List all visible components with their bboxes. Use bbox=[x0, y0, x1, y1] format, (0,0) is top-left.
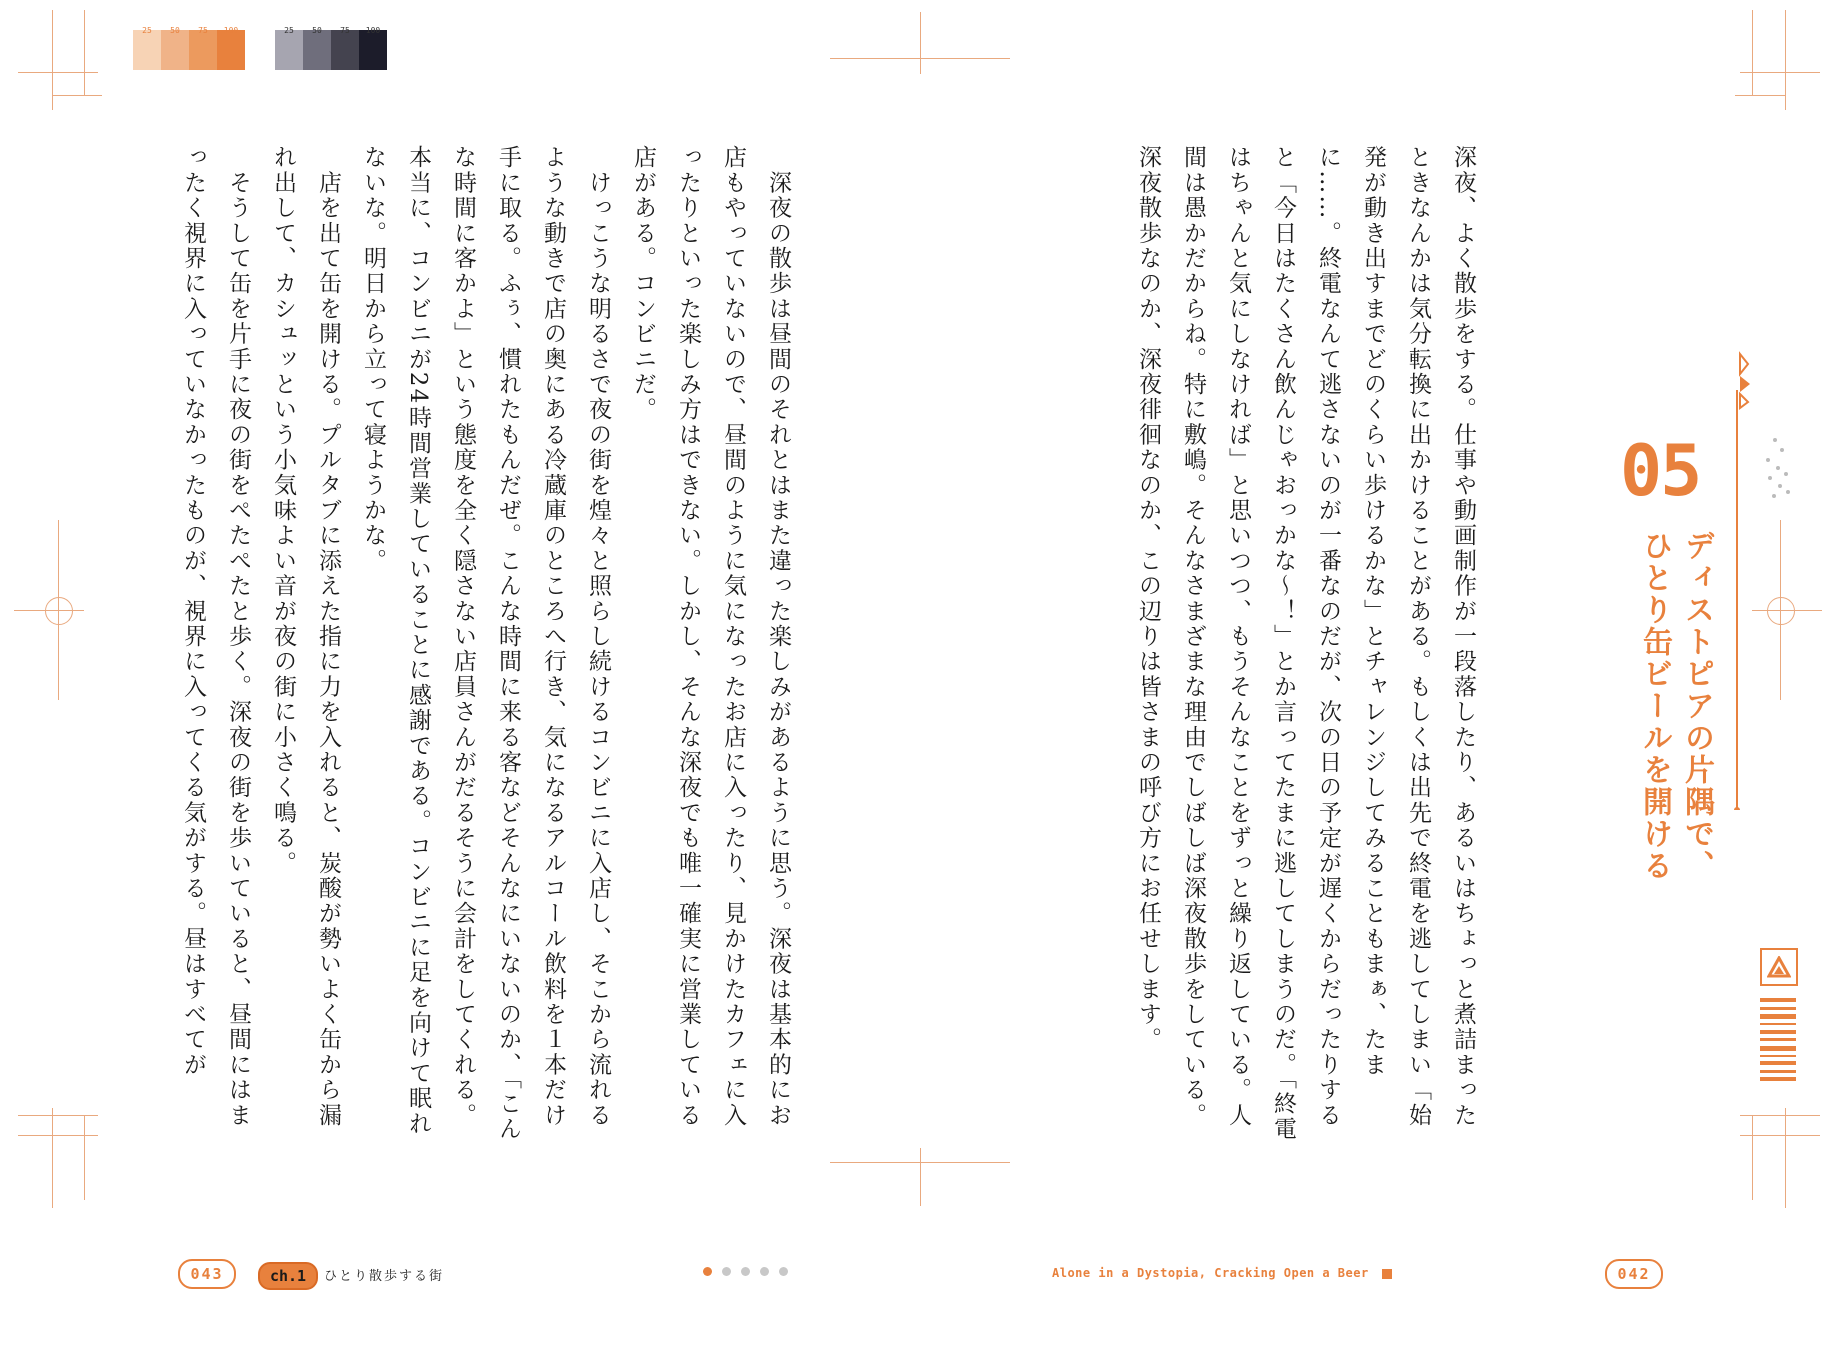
navy-swatch-50: 50 bbox=[303, 30, 331, 70]
navy-swatch-bar bbox=[275, 26, 387, 70]
page-dot bbox=[760, 1267, 769, 1276]
chapter-ornament-icon bbox=[1720, 350, 1800, 810]
page-dot bbox=[722, 1267, 731, 1276]
chapter-number: 05 bbox=[1620, 430, 1701, 512]
chapter-title: ディストピアの片隅で、 ひとり缶ビールを開ける bbox=[1637, 530, 1714, 882]
right-page-body-text: 深夜、よく散歩をする。仕事や動画制作が一段落したり、あるいはちょっと煮詰まったときなんかは気分転換に出かけることがある。もしくは出先で終電を逃してしまい「始発が動き出すまでどのくらい歩けるかな」とチャレンジしてみることもまぁ、たまに……。終電なんて逃さないのが一番なのだが、次の日の予定が遅くからだったりすると「今日はたくさん飲んじゃおっかな〜！」とか言ってたまに逃してしまうのだ。「終電はちゃんと気にしなければ」と思いつつ、もうそんなことをずっと繰り返している。人間は愚かだからね。特に敷嶋。そんなさまざまな理由でしばしば深夜散歩をしている。深夜散歩なのか、深夜徘徊なのか、この辺りは皆さまの呼び方にお任せします。 bbox=[1135, 145, 1476, 1142]
right-page-number: 042 bbox=[1605, 1259, 1663, 1289]
left-page-body-text: 深夜の散歩は昼間のそれとはまた違った楽しみがあるように思う。深夜は基本的にお店もやっていないので、昼間のように気になったお店に入ったり、見かけたカフェに入ったりといった楽しみ方はできない。しかし、そんな深夜でも唯一確実に営業している店がある。コンビニだ。 けっこうな明るさで夜の街を煌々と照らし続けるコンビニに入店し、そこから流れるような動きで店の奥にある冷蔵庫のところへ行き、気になるアルコール飲料を１本だけ手に取る。ふぅ、慣れたもんだぜ。こんな時間に来る客などそんなにいないのか、「こんな時間に客かよ」という態度を全く隠さない店員さんがだるそうに会計をしてくれる。本当に、コンビニが24時間営業していることに感謝である。コンビニに足を向けて眠れないな。明日から立って寝ようかな。 店を出て缶を開ける。プルタブに添えた指に力を入れると、炭酸が勢いよく缶から漏れ出して、カシュッという小気味よい音が夜の街に小さく鳴る。 そうして缶を片手に夜の街をぺたぺたと歩く。深夜の街を歩いていると、昼間にはまったく視界に入っていなかったものが、視界に入ってくる気がする。昼はすべてが bbox=[180, 145, 791, 1142]
triangle-logo-icon bbox=[1760, 948, 1798, 986]
orange-swatch-50: 50 bbox=[161, 30, 189, 70]
page-dot-active bbox=[703, 1267, 712, 1276]
navy-swatch-75: 75 bbox=[331, 30, 359, 70]
page-dot bbox=[741, 1267, 750, 1276]
orange-swatch-75: 75 bbox=[189, 30, 217, 70]
orange-swatch-25: 25 bbox=[133, 30, 161, 70]
page-dot bbox=[779, 1267, 788, 1276]
square-marker-icon bbox=[1382, 1269, 1392, 1279]
left-page-number: 043 bbox=[178, 1259, 236, 1289]
chapter-label-badge: ch.1 bbox=[258, 1262, 318, 1290]
barcode-stripes bbox=[1760, 998, 1796, 1081]
navy-swatch-100: 100 bbox=[359, 30, 387, 70]
orange-swatch-bar bbox=[133, 26, 245, 70]
chapter-name: ひとり散歩する街 bbox=[324, 1269, 445, 1284]
running-title: Alone in a Dystopia, Cracking Open a Beer bbox=[1052, 1266, 1392, 1280]
navy-swatch-25: 25 bbox=[275, 30, 303, 70]
orange-swatch-100: 100 bbox=[217, 30, 245, 70]
